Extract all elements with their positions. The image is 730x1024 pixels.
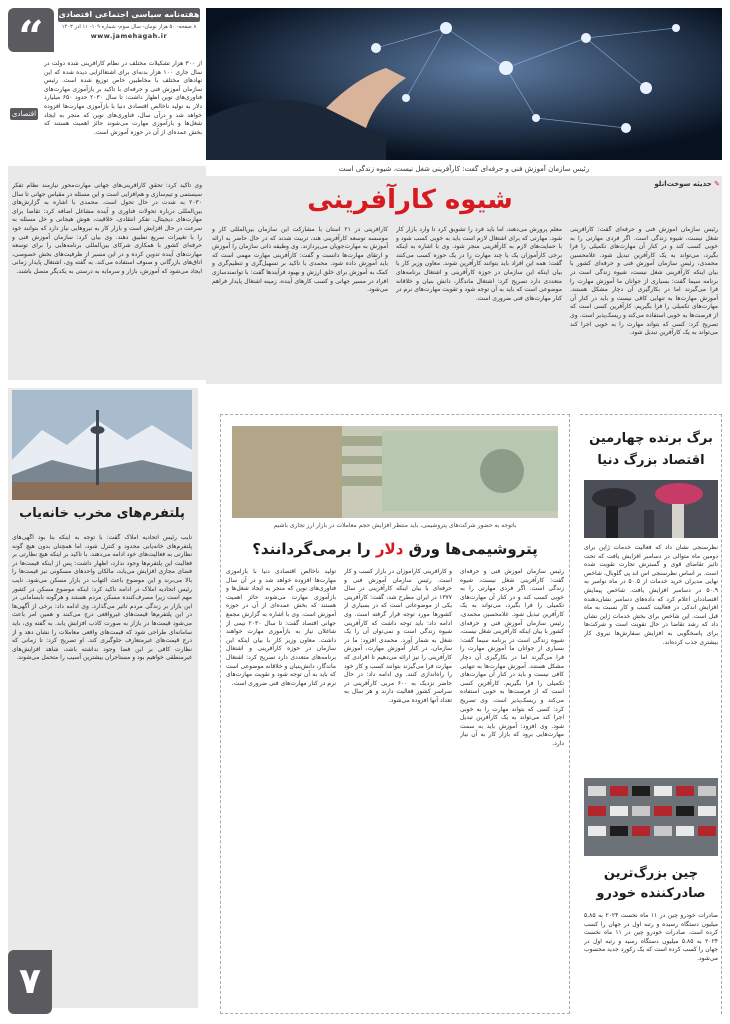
hero-column-2: معلم پرورش می‌دهند، اما باید فرد را تشویق کرد تا وارد بازار کار شود. مهارتی که برای اشتغال لازم است باید به خوبی کسب شود و با حمایت‌های لازم به کارآفرینی منجر شود. وی با اشاره به اینکه برخی کارآموزان یک یا چند مهارت را در یک حوزه کسب می‌کنند گفت: همه این افراد باید بتوانند کارآفرین شوند. معاون وزیر کار با بیان اینکه این سازمان در حوزه کارآفرینی و اشتغال برنامه‌های متعددی دارد تصریح کرد: اشتغال ماندگار، دانش بنیان و خلاقانه موضوعی است که باید به آن توجه شود و تقویت مهارت‌های نرم در کنار مهارت‌های فنی ضروری است. [396, 226, 562, 302]
left-article-title: پلتفرم‌های مخرب خانه‌یاب [19, 506, 185, 521]
masthead-url[interactable]: www.jamehagah.ir [90, 32, 168, 40]
hero-column-3: کارآفرینی در ۲۱ استان با مشارکت این سازمان بین‌المللی کار و موسسه توسعه کارآفرینی هند، تربیت شدند که در حال حاضر به ارائه آموزش به مهارت‌جویان می‌پردازند. وی وظیفه ذاتی سازمان را آموزش و ارتقای مهارت‌ها دانست و گفت: کارآفرینی مهارت مهمی است که باید آموزش داده شود. محمدی با تاکید بر تسهیل‌گری و تنظیم‌گری و کمک به آموزش برای خلق ارزش و بهبود فرآیندها گفت: با توانمندسازی افراد در مسیر جهانی و کسب کارهای آینده، زمینه اشتغال پایدار فراهم می‌شود. [212, 226, 388, 294]
hero-title-box [210, 180, 610, 224]
left-article-text: نایب رئیس اتحادیه املاک گفت: با توجه به اینکه بنا بود آگهی‌های پلتفرم‌های خانه‌یابی محدود و کنترل شود، اما همچنان بدون هیچ گونه نظارتی به فعالیت‌های خود ادامه می‌دهند. با تاکید بر اینکه هیچ نظارتی بر فعالیت این پلتفرم‌ها وجود ندارد، اظهار داشت: پس از اینکه قیمت‌ها در فضای مجازی افزایش می‌یابد، مالکان واحدهای مسکونی نیز قیمت‌ها را بالا می‌برند و این موضوع باعث التهاب در بازار مسکن می‌شود. نایب رئیس اتحادیه املاک در ادامه تاکید کرد: اینکه موضوع مسکن در کشور مهم است زیرا مصرف‌کننده مسکن مردم هستند و هرگونه نابسامانی در این بازار بر زندگی مردم تاثیر می‌گذارد. وی ادامه داد: برخی از آگهی‌ها در این پلتفرم‌ها قیمت‌های غیرواقعی درج می‌کنند و همین امر باعث می‌شود قیمت‌ها در بازار به صورت کاذب افزایش یابد. به گفته وی، باید سامانه‌ای طراحی شود که قیمت‌های واقعی معاملات را نشان دهد و از درج قیمت‌های غیرمتعارف جلوگیری کند. او تصریح کرد: تا زمانی که نظارت کافی بر این فضا وجود نداشته باشد، شاهد افزایش‌های غیرمنطقی خواهیم بود و مستاجران بیشترین آسیب را متحمل می‌شوند. [12, 534, 192, 662]
hero-column-1: رئیس سازمان آموزش فنی و حرفه‌ای گفت: کارآفرینی شغل نیست، شیوه زندگی است. اگر فردی مهارتی را به خوبی کسب کند و در کنار آن مهارت‌های تکمیلی را فرا بگیرد، می‌تواند به یک کارآفرین تبدیل شود. غلامحسین محمدی، رئیس سازمان آموزش فنی و حرفه‌ای کشور با بیان اینکه کارآفرینی شغل نیست، شیوه زندگی است در برنامه سیما گفت: بسیاری از جوانان ما آموزش مهارت را فرا می‌گیرند اما در بکارگیری آن دچار مشکل هستند. آموزش مهارت‌ها به تنهایی کافی نیست و باید در کنار آن مهارت‌های تکمیلی را فرا بگیریم. کارآفرین کسی است که از فرصت‌ها به خوبی استفاده می‌کند و ریسک‌پذیر است. وی تصریح کرد: کسی که بتواند مهارت را به خوبی اجرا کند می‌تواند به یک کارآفرین تبدیل شود. [570, 226, 718, 337]
page-number: ۷ [19, 961, 41, 1002]
people-umbrellas-image [584, 480, 718, 538]
masthead [58, 8, 200, 48]
middle-title-part1: پتروشیمی‌ها ورق [408, 540, 538, 558]
hero-image [206, 8, 722, 160]
masthead-title: هفته‌نامه سیاسی اجتماعی اقتصادی [58, 8, 200, 22]
middle-column-1: رئیس سازمان آموزش فنی و حرفه‌ای گفت: کارآفرینی شغل نیست، شیوه زندگی است. اگر فردی مهارتی را به خوبی کسب کند و در کنار آن مهارت‌های تکمیلی را فرا بگیرد، می‌تواند به یک کارآفرین تبدیل شود. غلامحسین محمدی، رئیس سازمان آموزش فنی و حرفه‌ای کشور با بیان اینکه کارآفرینی شغل نیست، شیوه زندگی است در برنامه سیما گفت: بسیاری از جوانان ما آموزش مهارت را فرا می‌گیرند اما در بکارگیری آن دچار مشکل هستند. آموزش مهارت‌ها به تنهایی کافی نیست و باید در کنار آن مهارت‌های تکمیلی را فرا بگیریم. کارآفرین کسی است که از فرصت‌ها به خوبی استفاده می‌کند و ریسک‌پذیر است. وی تصریح کرد: کسی که بتواند مهارت را به خوبی اجرا کند می‌تواند به یک کارآفرین تبدیل شود. وی افزود: آموزش باید به سمت مهارت‌هایی برود که بازار کار به آن نیاز دارد. [460, 568, 564, 747]
author-name: حدیثه سوخت‌انلو [654, 180, 712, 188]
middle-column-3: تولید ناخالص اقتصادی دنیا با بازآموزی مهارت‌ها افزوده خواهد شد و در آن سال فناوری‌های نوین که منجر به ایجاد شغل‌ها و بازآموزی مهارت می‌شوند حائز اهمیت هستند که بخش عمده‌ای از آن در حوزه آموزش است. وی با اشاره به گزارش مجمع جهانی اقتصاد گفت: تا سال ۲۰۳۰ نیمی از شاغلان نیاز به بازآموزی مهارت خواهند داشت. معاون وزیر کار با بیان اینکه این سازمان در حوزه کارآفرینی و اشتغال برنامه‌های متعددی دارد تصریح کرد: اشتغال ماندگار، دانش‌بنیان و خلاقانه موضوعی است که باید به آن توجه شود و تقویت مهارت‌های نرم در کنار مهارت‌های فنی ضروری است. [226, 568, 336, 687]
hero-caption: رئیس سازمان آموزش فنی و حرفه‌ای گفت: کارآفرینی شغل نیست، شیوه زندگی است [338, 165, 590, 173]
right-article-2-title: چین بزرگ‌ترین صادرکننده خودرو [596, 866, 706, 901]
author-byline [620, 180, 720, 192]
quote-mark-icon: “ [18, 12, 44, 63]
cars-export-image [584, 778, 718, 856]
middle-caption: باتوجه به حضور شرکت‌های پتروشیمی، باید منتظر افزایش حجم معاملات در بازار ارز تجاری باشیم [273, 522, 517, 529]
middle-title-red: دلار [375, 540, 404, 558]
section-label: اقتصادی [11, 110, 37, 118]
middle-article-title [232, 536, 558, 562]
right-article-2-text: صادرات خودرو چین در ۱۱ ماه نخست ۲۰۲۴ به ۵.۸۵ میلیون دستگاه رسیده و رتبه اول در جهان را کسب کرده است. صادرات خودرو چین در ۱۱ ماه نخست ۲۰۲۴ به ۵.۸۵ میلیون دستگاه رسید و رتبه اول در جهان را کسب کرده است که یک رکورد جدید محسوب می‌شود. [584, 912, 718, 962]
intro-text: از ۳۰۰ هزار تشکیلات مختلف در نظام کارآفرینی شده دولت در سال جاری ۱۰۰ هزار بدنه‌ای برای اشتغالزایی دیده شده که این نهادهای مختلف با مخاطبین خاص توزیع شده است. رئیس سازمان آموزش فنی و حرفه‌ای با تاکید بر بازآموزی مهارت‌های فناوری‌های نوین اظهار داشت: تا سال ۲۰۳۰ حدود ۶۵۰ میلیارد دلار به تولید ناخالص اقتصادی دنیا با بازآموزی مهارت‌ها افزوده خواهد شد و درآن سال، فناوری‌های نوین که منجر به ایجاد شغل‌ها و بازآموزی مهارت می‌شوند حائز اهمیت هستند که بخش عمده‌ای از آن در حوزه آموزش است. [44, 60, 202, 136]
hero-title: شیوه کارآفرینی [307, 185, 513, 215]
right-article-1-text: نظرسنجی نشان داد که فعالیت خدمات ژاپن برای دومین ماه متوالی در دسامبر افزایش یافت که تحت تاثیر تقاضای قوی و گسترش تجارت تقویت شده است. بر اساس نظرسنجی اس اند پی گلوبال، شاخص نهایی مدیران خرید خدمات از ۵۰.۵ در ماه نوامبر به ۵۰.۹ در دسامبر افزایش یافت. شاخص پیمایش اقتصاددان اعلام کرد که داده‌های دسامبر نشان‌دهنده افزایش اندکی در فعالیت کسب و کار نسبت به ماه قبل است. این شاخص برای بخش خدمات ژاپن نشان داد که رشد تقاضا در حال تقویت است و شرکت‌ها برای پاسخگویی به افزایش سفارش‌ها نیروی کار بیشتری جذب کرده‌اند. [584, 544, 718, 646]
middle-column-2: و کارآفرینی کارآموزان در بازار کسب و کار است. رئیس سازمان آموزش فنی و حرفه‌ای با بیان اینکه کارآفرینی در سال ۱۳۷۷ در ایران مطرح شد، گفت: کارآفرینی یکی از موضوعاتی است که در بسیاری از کشورها مورد توجه قرار گرفته است. وی ادامه داد: باید توجه داشت که کارآفرینی شیوه زندگی است و نمی‌توان آن را یک شغل به شمار آورد. محمدی افزود: ما در سازمان، در کنار آموزش مهارت، آموزش کارآفرینی را نیز ارائه می‌دهیم تا افرادی که مهارت فرا می‌گیرند بتوانند کسب و کار خود را راه‌اندازی کنند. وی ادامه داد: در حال حاضر نزدیک به ۶۰۰ مربی کارآفرینی در سراسر کشور فعالیت دارند و هر سال به تعداد آنها افزوده می‌شود. [344, 568, 452, 704]
masthead-info: ۸ صفحه- ۵۰ هزار تومان- سال سوم- شماره ۱۰۹- ۱۱ اذر ۱۴۰۳ [61, 24, 197, 30]
essay-text: وی تاکید کرد: تحقق کارآفرینی‌های جهانی مهارت‌محور نیازمند نظام تفکر سیستمی و تیم‌سازی و هم‌افزایی است و این مسئله در مقیاس جهانی تا سال ۲۰۳۰ به شدت در حال تحول است. محمدی با اشاره به گزارش‌های بین‌المللی درباره تحولات فناوری و آینده مشاغل اضافه کرد: تقاضا برای مهارت‌های دیجیتال، تفکر انتقادی، خلاقیت، هوش هیجانی و حل مسئله به سرعت در حال افزایش است و بازار کار به نیروهایی نیاز دارد که بتوانند خود را با تغییرات سریع تطبیق دهند. وی بیان کرد: سازمان آموزش فنی و حرفه‌ای کشور با همکاری شرکای بین‌المللی برنامه‌هایی را برای توسعه مهارت‌های آینده تدوین کرده و در این مسیر از ظرفیت‌های بخش خصوصی، اتاق‌های بازرگانی و صنوف استفاده می‌کند. به گفته وی، اشتغال پایدار زمانی ایجاد می‌شود که آموزش، بازار و سرمایه به درستی به یکدیگر متصل باشند. [12, 182, 202, 275]
pen-icon: ✎ [714, 180, 720, 188]
dollar-bills-image [232, 426, 558, 518]
right-article-1-title: برگ برنده چهارمین اقتصاد بزرگ دنیا [589, 431, 713, 468]
newspaper-logo [8, 8, 54, 63]
page-number-box [8, 950, 52, 1014]
middle-title-part2: را برمی‌گردانند؟ [252, 540, 371, 558]
tehran-tower-image [12, 390, 192, 500]
